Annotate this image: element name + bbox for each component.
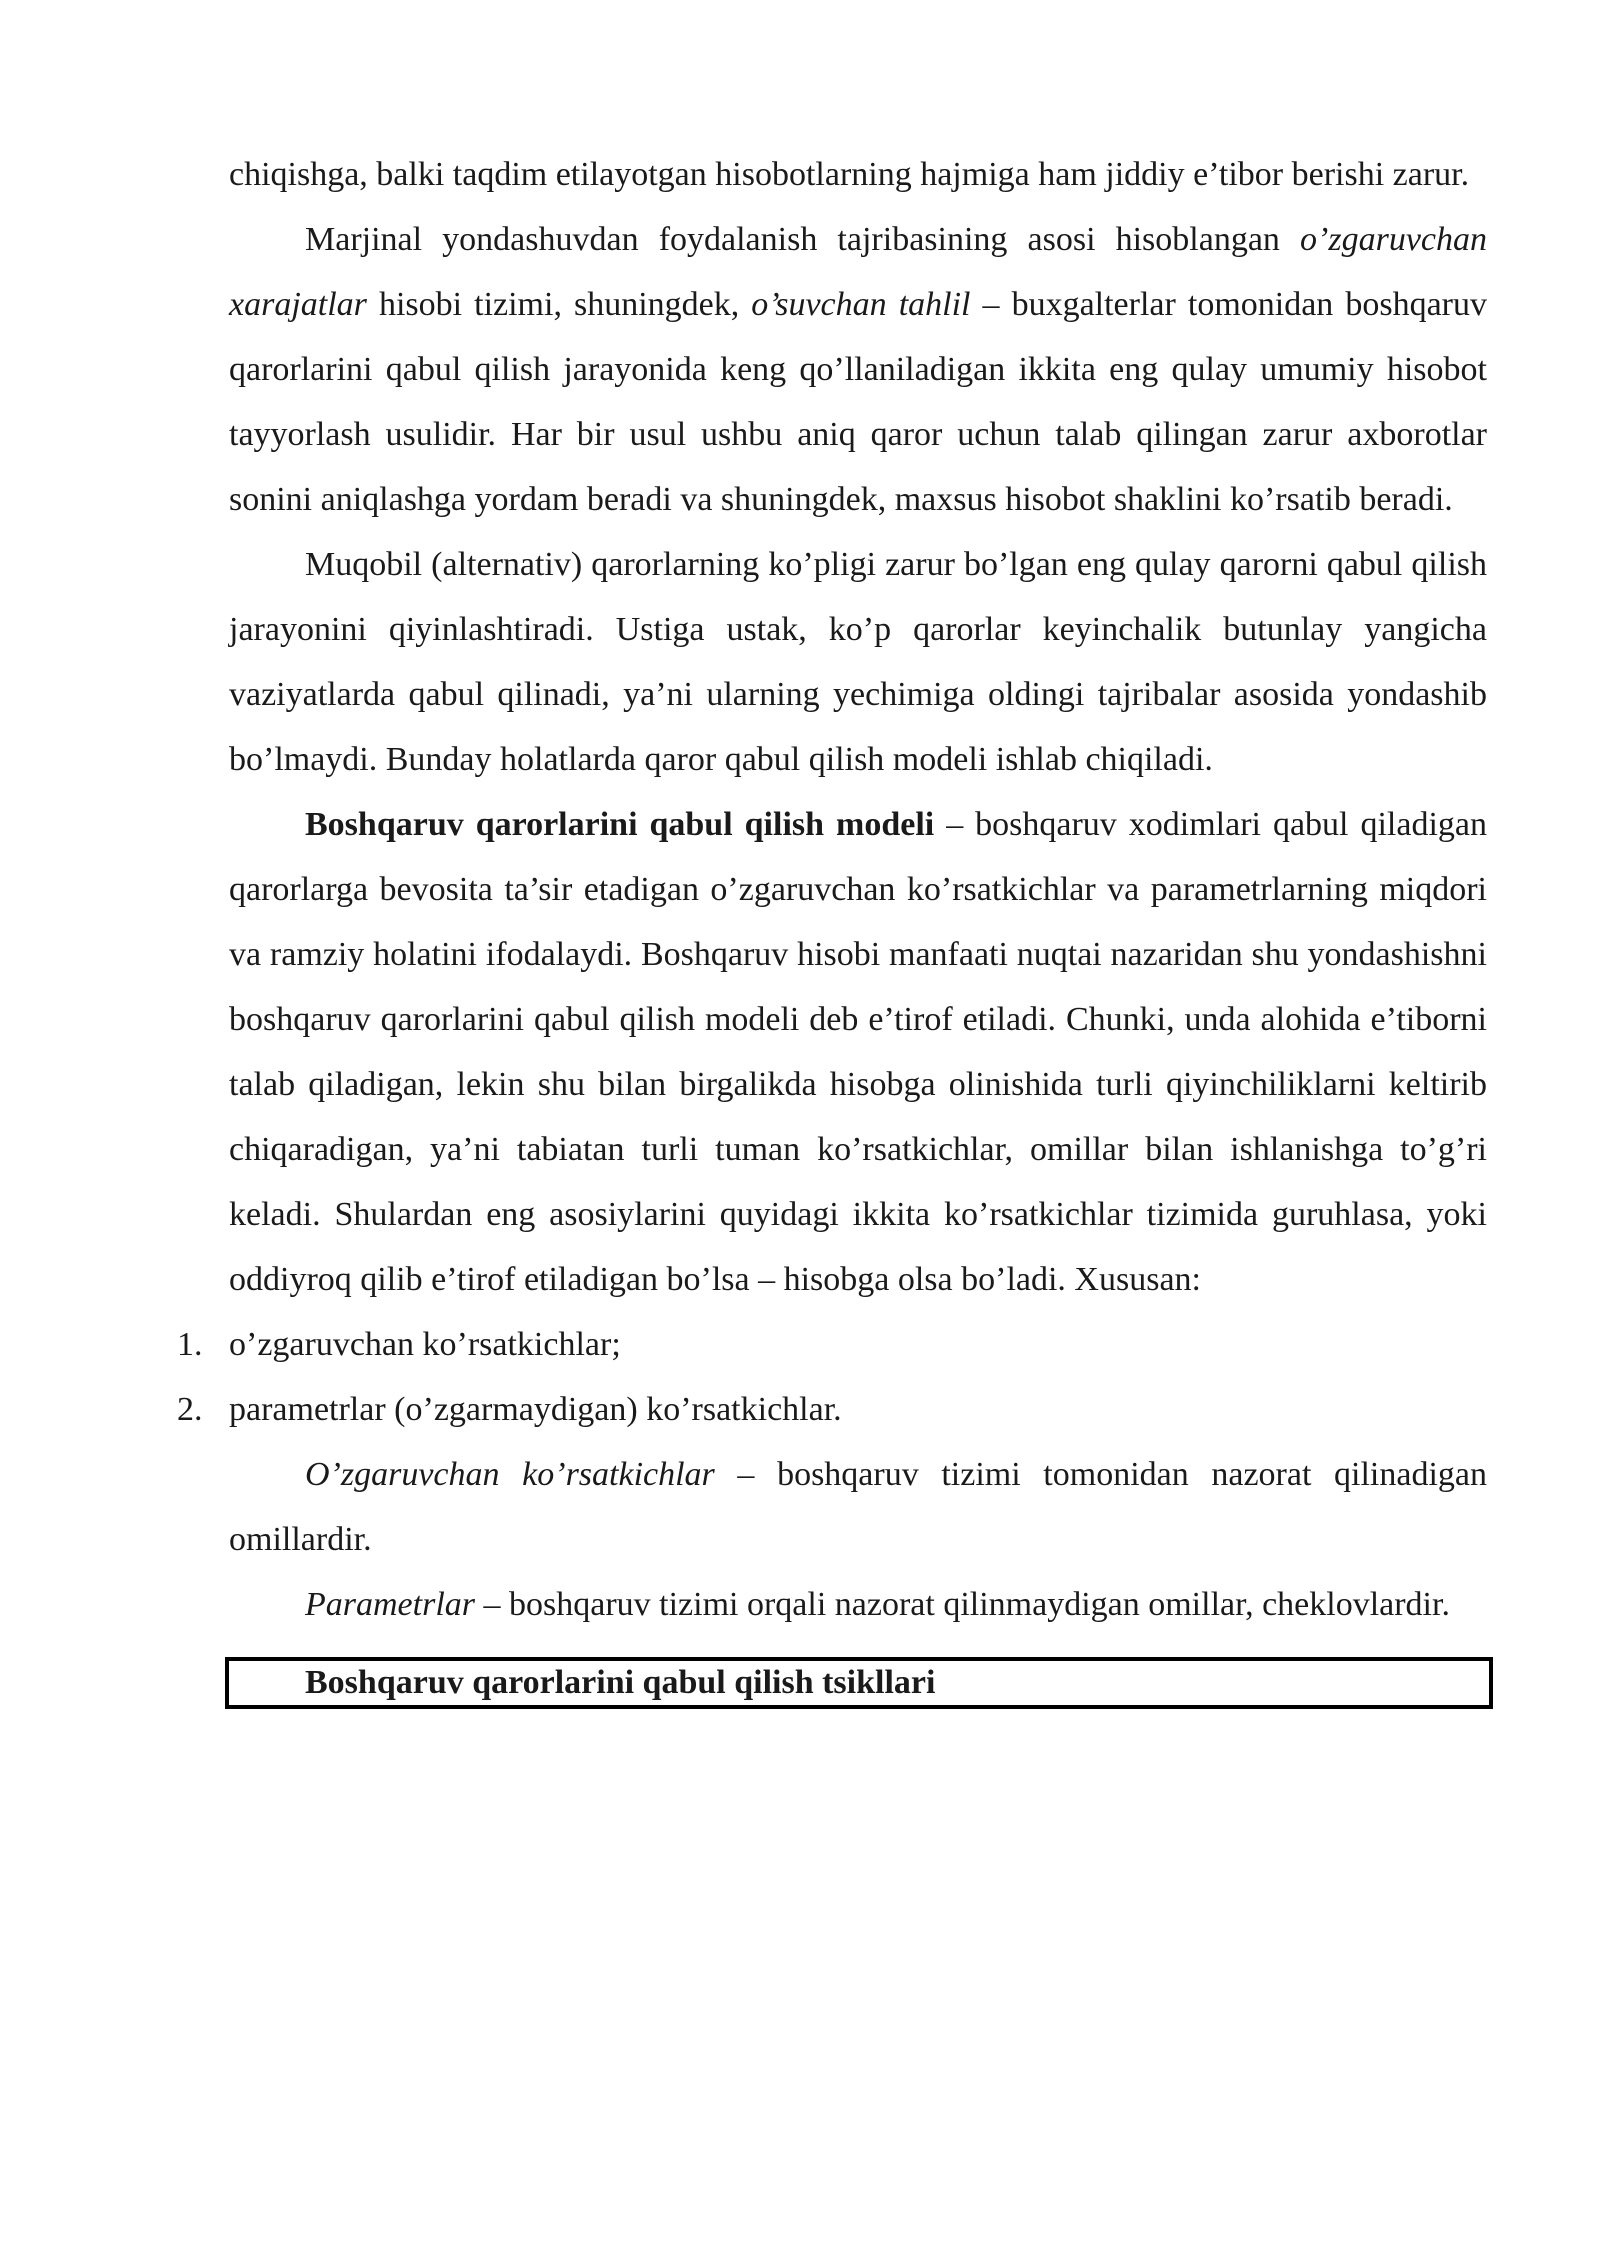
italic-term: O’zgaruvchan ko’rsatkichlar [305,1456,715,1493]
italic-term: o’suvchan tahlil [751,286,971,323]
text-run: – boshqaruv tizimi orqali nazorat qilinmaydigan omillar, cheklovlardir. [475,1586,1450,1623]
paragraph-muqobil: Muqobil (alternativ) qarorlarning ko’pligi zarur bo’lgan eng qulay qarorni qabul qilish jarayonini qiyinlashtiradi. Ustiga ustak, ko’p qarorlar keyinchalik butunlay yangicha vaziyatlarda qabul qilinadi, ya’ni ularning yechimiga oldingi tajribalar asosida yondashib bo’lmaydi. Bunday holatlarda qaror qabul qilish modeli ishlab chiqiladi. [229,546,1487,778]
paragraph-marjinal [229,207,1487,532]
section-heading-box: Boshqaruv qarorlarini qabul qilish tsikllari [225,1657,1493,1709]
text-run: – boshqaruv tizimi tomonidan nazorat qilinadigan omillardir. [229,1456,1488,1558]
paragraph-model-definition [229,792,1487,1312]
italic-term: Parametrlar [305,1586,475,1623]
text-run: – buxgalterlar tomonidan boshqaruv qarorlarini qabul qilish jarayonida keng qo’llaniladigan ikkita eng qulay umumiy hisobot tayyorlash usulidir. Har bir usul ushbu aniq qaror uchun talab qilingan zarur axborotlar sonini aniqlashga yordam beradi va shuningdek, maxsus hisobot shaklini ko’rsatib beradi. [229,286,1487,518]
text-run: Marjinal yondashuvdan foydalanish tajribasining asosi hisoblangan [305,221,1301,258]
paragraph-ozgaruvchan [229,1442,1487,1572]
list-item-text: o’zgaruvchan ko’rsatkichlar; [229,1326,621,1363]
italic-term: o’zgaruvchan xarajatlar [229,221,1487,323]
list-item [177,1377,1487,1442]
bold-term: Boshqaruv qarorlarini qabul qilish modeli [305,806,935,843]
numbered-list [177,1312,1487,1442]
list-item-text: parametrlar (o’zgarmaydigan) ko’rsatkichlar. [229,1391,842,1428]
list-number: 1. [177,1326,203,1363]
list-item [177,1312,1487,1377]
paragraph-parametrlar [229,1572,1487,1637]
text-run: – boshqaruv xodimlari qabul qiladigan qarorlarga bevosita ta’sir etadigan o’zgaruvchan ko’rsatkichlar va parametrlarning miqdori va ramziy holatini ifodalaydi. Boshqaruv hisobi manfaati nuqtai nazaridan shu yondashishni boshqaruv qarorlarini qabul qilish modeli deb e’tirof etiladi. Chunki, unda alohida e’tiborni talab qiladigan, lekin shu bilan birgalikda hisobga olinishida turli qiyinchiliklarni keltirib chiqaradigan, ya’ni tabiatan turli tuman ko’rsatkichlar, omillar bilan ishlanishga to’g’ri keladi. Shulardan eng asosiylarini quyidagi ikkita ko’rsatkichlar tizimida guruhlasa, yoki oddiyroq qilib e’tirof etiladigan bo’lsa – hisobga olsa bo’ladi. Xususan: [229,806,1487,1298]
list-number: 2. [177,1391,203,1428]
page-body [177,142,1488,1709]
paragraph-continuation: chiqishga, balki taqdim etilayotgan hisobotlarning hajmiga ham jiddiy e’tibor berishi zarur. [229,156,1470,193]
text-run: hisobi tizimi, shuningdek, [366,286,752,323]
